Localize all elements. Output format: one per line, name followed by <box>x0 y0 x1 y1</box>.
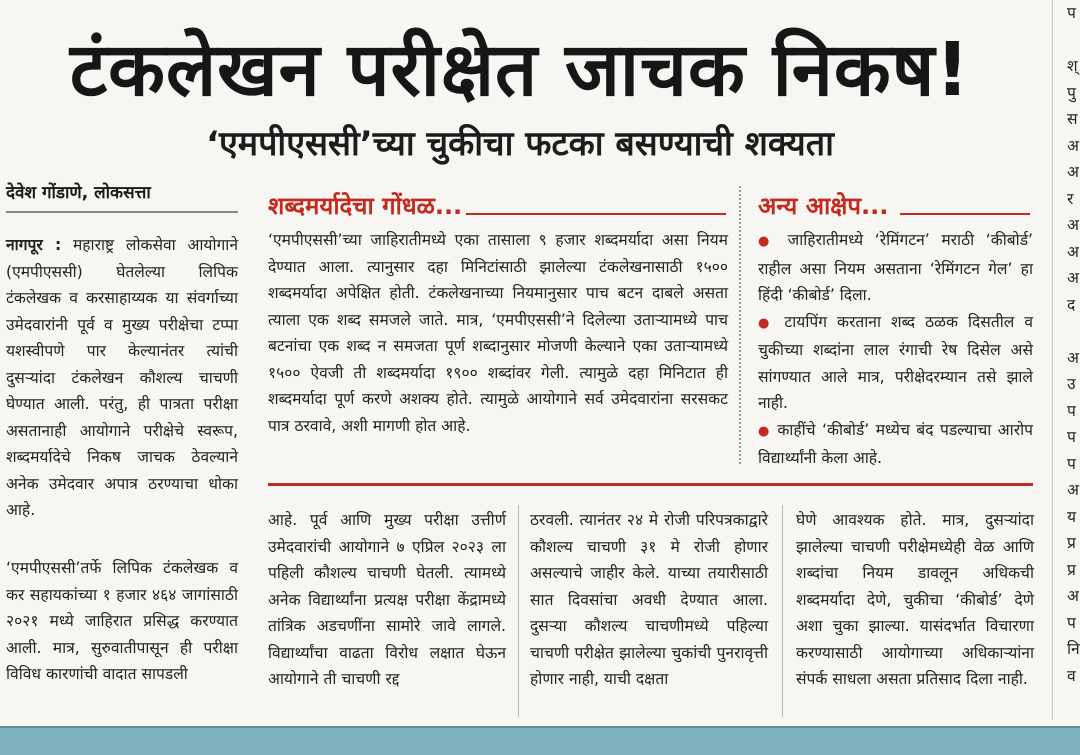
adjacent-fragment <box>1053 27 1080 54</box>
box-2-list <box>758 227 1033 472</box>
adjacent-fragment: अ <box>1067 269 1079 287</box>
adjacent-fragment: प <box>1067 401 1076 420</box>
box-2-heading-rule <box>900 213 1030 215</box>
column-1-bottom: ‘एमपीएससी’तर्फे लिपिक टंकलेखक व कर सहायकांच्या १ हजार ४६४ जागांसाठी २०२१ मध्ये जाहिरात प्रसिद्ध करण्यात आली. मात्र, सुरुवातीपासून ही परीक्षा विविध कारणांची वादात सापडली <box>6 559 238 683</box>
box-2-item-text: काहींचे ‘कीबोर्ड’ मध्येच बंद पडल्याचा आरोप विद्यार्थ्यांनी केला आहे. <box>758 420 1033 467</box>
adjacent-fragment: अ <box>1067 242 1079 261</box>
bullet-icon: ● <box>758 315 775 331</box>
adjacent-fragment: प <box>1067 428 1076 446</box>
box-1-heading-rule <box>466 213 726 215</box>
adjacent-fragment: अ <box>1067 481 1079 499</box>
column-1-top-text: महाराष्ट्र लोकसेवा आयोगाने (एमपीएससी) घेतलेल्या लिपिक टंकलेखक व करसाहाय्यक या संवर्गाच्या उमेदवारांनी पूर्व व मुख्य परीक्षेचा टप्पा यशस्वीपणे पार केल्यानंतर त्यांची दुसऱ्यांदा टंकलेखन कौशल्य चाचणी घेण्यात आली. परंतु, ही पात्रता परीक्षा असतानाही आयोगाने परीक्षेचे स्वरूप, शब्दमर्यादेचे निकष जाचक ठेवल्याने अनेक उमेदवार अपात्र ठरण्याचा धोका आहे. <box>6 236 238 519</box>
adjacent-fragment: द <box>1067 295 1076 314</box>
bullet-icon: ● <box>758 234 777 249</box>
adjacent-fragment: प्र <box>1067 534 1076 552</box>
byline-rule <box>6 211 238 213</box>
adjacent-fragment: अ <box>1067 587 1079 605</box>
box-2-item-text: टायपिंग करताना शब्द ठळक दिसतील व चुकीच्या शब्दांना लाल रंगाची रेष दिसेल असे सांगण्यात आले मात्र, परीक्षेदरम्यान तसे झाले नाही. <box>758 312 1033 412</box>
adjacent-article-edge <box>1052 0 1080 720</box>
adjacent-fragment: प्र <box>1067 560 1076 579</box>
adjacent-fragment: अ <box>1067 216 1079 234</box>
box-divider <box>739 186 741 464</box>
box-1-heading: शब्दमर्यादेचा गोंधळ... <box>268 192 463 220</box>
adjacent-fragment: प <box>1067 4 1076 22</box>
adjacent-fragment: उ <box>1067 375 1076 393</box>
box-2-item <box>758 417 1033 472</box>
adjacent-fragment: व <box>1067 666 1076 685</box>
adjacent-fragment: पु <box>1067 83 1076 102</box>
adjacent-fragment: नि <box>1067 640 1080 658</box>
headline: टंकलेखन परीक्षेत जाचक निकष! <box>69 27 971 113</box>
adjacent-fragment: प <box>1067 613 1076 632</box>
bullet-icon: ● <box>758 423 771 439</box>
footer-band <box>0 728 1080 755</box>
dateline: नागपूर : <box>6 236 62 254</box>
box-2-heading: अन्य आक्षेप... <box>758 192 889 220</box>
adjacent-fragment: प <box>1067 454 1076 473</box>
column-2: आहे. पूर्व आणि मुख्य परीक्षा उत्तीर्ण उमेदवारांची आयोगाने ७ एप्रिल २०२३ ला पहिली कौशल्य चाचणी घेतली. त्यामध्ये अनेक विद्यार्थ्यांना प्रत्यक्ष परीक्षा केंद्रामध्ये तांत्रिक अडचणींना सामोरे जावे लागले. विद्यार्थ्यांचा वाढता विरोध लक्षात घेऊन आयोगाने ती चाचणी रद्द <box>268 511 506 688</box>
column-3: ठरवली. त्यानंतर २४ मे रोजी परिपत्रकाद्वारे कौशल्य चाचणी ३१ मे रोजी होणार असल्याचे जाहीर केले. याच्या तयारीसाठी सात दिवसांचा अवधी देण्यात आला. दुसऱ्या कौशल्य चाचणीमध्ये पहिल्या चाचणी परीक्षेत झालेल्या चुकांची पुनरावृत्ती होणार नाही, याची दक्षता <box>530 511 768 688</box>
box-2-item-text: जाहिरातीमध्ये ‘रेमिंगटन’ मराठी ‘कीबोर्ड’ राहील असा नियम असताना ‘रेमिंगटन गेल’ हा हिंदी ‘कीबोर्ड’ दिला. <box>758 231 1033 304</box>
byline: देवेश गोंडाणे, लोकसत्ता <box>6 183 151 203</box>
box-2-item <box>758 227 1033 309</box>
adjacent-fragment: स <box>1067 110 1078 128</box>
column-1-top <box>6 232 238 524</box>
adjacent-fragment: अ <box>1067 136 1079 155</box>
adjacent-article-fragments <box>1053 0 1080 689</box>
adjacent-fragment: र <box>1067 189 1074 208</box>
subheadline: ‘एमपीएससी’च्या चुकीचा फटका बसण्याची शक्यता <box>206 124 834 164</box>
adjacent-fragment: अ <box>1067 163 1079 181</box>
box-1-text: ‘एमपीएससी’च्या जाहिरातीमध्ये एका तासाला ९ हजार शब्दमर्यादा असा नियम देण्यात आला. त्यानुसार दहा मिनिटांसाठी झालेल्या टंकलेखनासाठी १५०० शब्दमर्यादा अपेक्षित होती. टंकलेखनाच्या नियमानुसार पाच बटन दाबले असता त्याला एक शब्द समजले जाते. मात्र, ‘एमपीएससी’ने दिलेल्या उताऱ्यामध्ये पाच बटनांचा एक शब्द न समजता पूर्ण शब्दानुसार मोजणी केल्याने एका उताऱ्यामध्ये १५०० ऐवजी ती शब्दमर्यादा १९०० शब्दांवर गेली. त्यामुळे दहा मिनिटात ही शब्दमर्यादा पूर्ण करणे अशक्य होते. त्यामुळे आयोगाने सर्व उमेदवारांना सरसकट पात्र ठरवावे, अशी मागणी होत आहे. <box>268 231 728 435</box>
adjacent-fragment: श् <box>1067 57 1078 75</box>
adjacent-fragment: अ <box>1067 348 1079 367</box>
column-separator <box>782 505 783 717</box>
section-red-rule <box>268 483 1033 486</box>
box-2-item <box>758 309 1033 417</box>
adjacent-fragment <box>1053 318 1080 345</box>
adjacent-fragment: य <box>1067 507 1077 526</box>
column-4: घेणे आवश्यक होते. मात्र, दुसऱ्यांदा झालेल्या चाचणी परीक्षेमध्येही वेळ आणि शब्दांचा नियम डावलून अधिकची शब्दमर्यादा देणे, चुकीचा ‘कीबोर्ड’ देणे अशा चुका झाल्या. यासंदर्भात विचारणा करण्यासाठी आयोगाच्या अधिकाऱ्यांना संपर्क साधला असता प्रतिसाद दिला नाही. <box>796 511 1034 688</box>
column-separator <box>518 505 519 717</box>
